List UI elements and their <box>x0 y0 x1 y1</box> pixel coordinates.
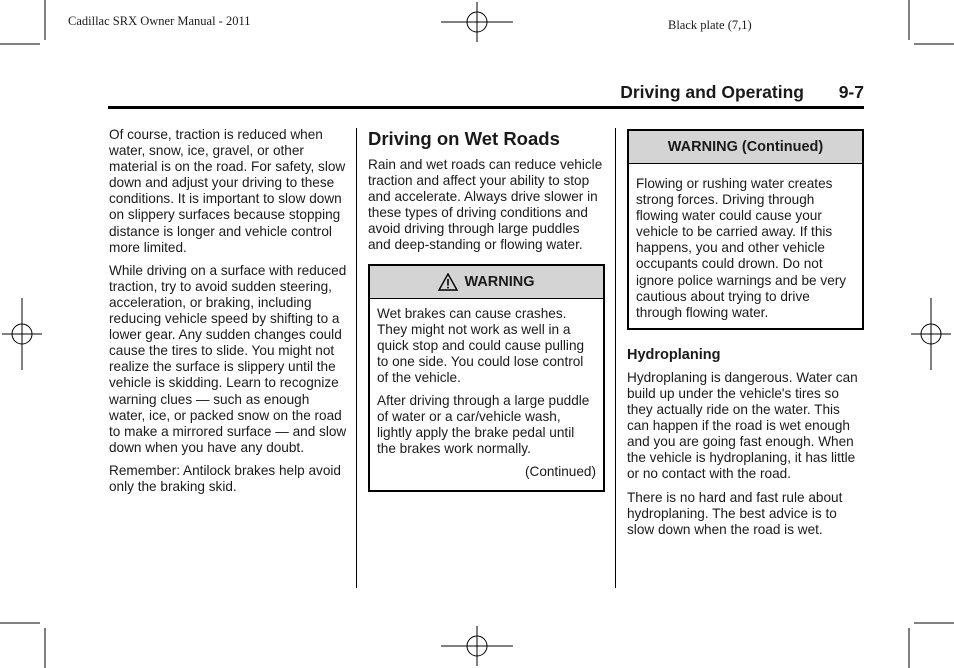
paragraph: There is no hard and fast rule about hydroplaning. The best advice is to slow down when the road is wet. <box>627 489 843 537</box>
warning-header <box>370 266 603 299</box>
continued-label: (Continued) <box>524 464 596 480</box>
page-number: 9-7 <box>838 82 864 102</box>
column-divider <box>615 128 616 588</box>
section-title: Driving and Operating <box>620 82 804 102</box>
paragraph: While driving on a surface with reduced traction, try to avoid sudden steering, acceleration, or braking, including reducing vehicle speed by shifting to a lower gear. Any sudden changes could cause the tires to slide. You might not realize the surface is slippery until the vehicle is skidding. Learn to recognize warning clues — such as enough water, ice, or packed snow on the road to make a mirrored surface — and slow down when you have any doubt. <box>109 262 347 455</box>
column-divider <box>356 128 357 588</box>
registration-mark-right <box>911 298 951 370</box>
paragraph: Hydroplaning is dangerous. Water can build up under the vehicle's tires so they actually ride on the water. This can happen if the road is wet enough and you are going fast enough. When the vehicle is hydroplaning, it has little or no contact with the road. <box>627 369 858 482</box>
warning-title: WARNING <box>464 273 535 290</box>
manual-title: Cadillac SRX Owner Manual - 2011 <box>68 14 251 28</box>
warning-paragraph: Wet brakes can cause crashes. They might not work as well in a quick stop and could cause pulling to one side. You could lose control of the vehicle. <box>377 305 585 385</box>
column-3 <box>627 129 864 545</box>
registration-mark-left <box>2 298 42 370</box>
column-2 <box>368 128 605 492</box>
section-header <box>108 80 864 109</box>
warning-paragraph: Flowing or rushing water creates strong forces. Driving through flowing water could cause your vehicle to be carried away. If this happens, you and other vehicle occupants could drown. Do not ignore police warnings and be very cautious about trying to drive through flowing water. <box>636 176 847 320</box>
heading-hydroplaning: Hydroplaning <box>627 346 721 363</box>
warning-triangle-icon <box>438 273 458 291</box>
warning-box <box>368 264 605 492</box>
registration-mark-bottom <box>441 626 513 666</box>
warning-continued-body <box>629 164 862 321</box>
paragraph: Of course, traction is reduced when water, snow, ice, gravel, or other material is on the road. For safety, slow down and adjust your driving to these conditions. It is important to slow down on slippery surfaces because stopping distance is longer and vehicle control more limited. <box>109 127 346 255</box>
warning-paragraph: After driving through a large puddle of water or a car/vehicle wash, lightly apply the brake pedal until the brakes work normally. <box>377 393 590 457</box>
registration-mark-top <box>441 2 513 42</box>
warning-continued-header <box>629 131 862 164</box>
heading-driving-on-wet-roads: Driving on Wet Roads <box>368 128 560 149</box>
warning-body <box>370 299 603 490</box>
warning-continued-box <box>627 129 864 330</box>
paragraph: Rain and wet roads can reduce vehicle traction and affect your ability to stop and accelerate. Always drive slower in these types of driving conditions and avoid driving through large puddles and deep-standing or flowing water. <box>368 157 603 253</box>
plate-label: Black plate (7,1) <box>668 18 752 32</box>
column-1 <box>109 127 349 502</box>
paragraph: Remember: Antilock brakes help avoid only the braking skid. <box>109 462 341 494</box>
warning-continued-title: WARNING (Continued) <box>667 138 824 155</box>
